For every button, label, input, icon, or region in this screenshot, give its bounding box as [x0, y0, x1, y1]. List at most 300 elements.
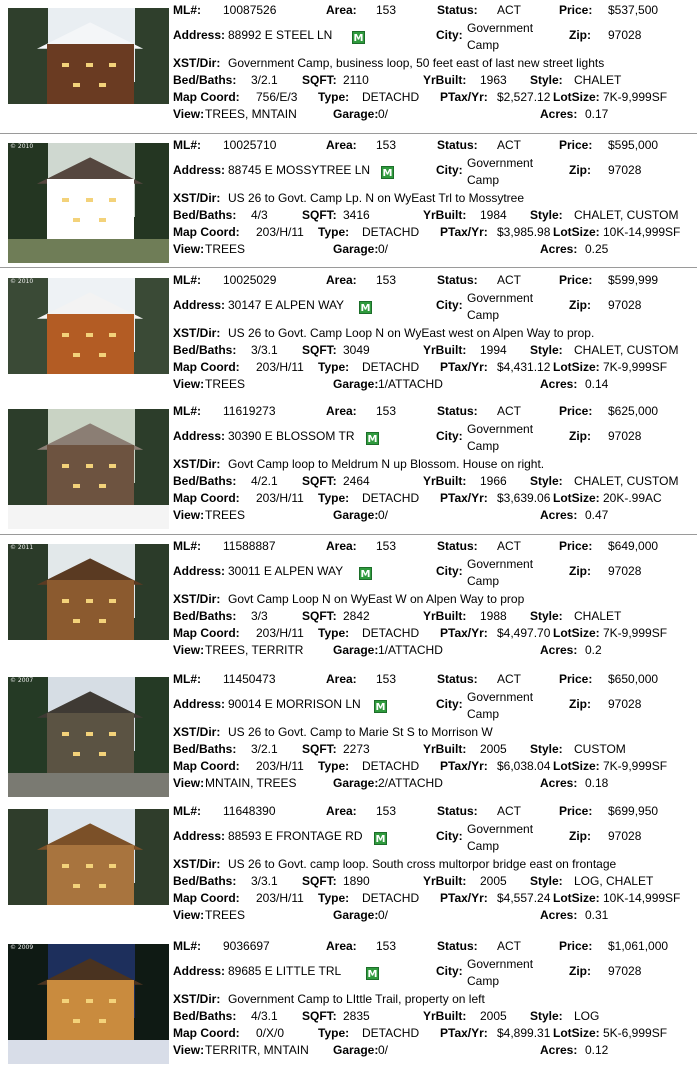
photo-ground: [8, 905, 169, 929]
city-label: City:: [436, 697, 463, 711]
year-built-value: 1984: [480, 208, 507, 222]
bedbath-label: Bed/Baths:: [173, 742, 237, 756]
status-label: Status:: [437, 672, 478, 686]
ml-label: ML#:: [173, 138, 201, 152]
listing-photo[interactable]: [8, 409, 169, 529]
type-label: Type:: [318, 1026, 350, 1040]
zip-label: Zip:: [569, 964, 591, 978]
view-value: TREES: [205, 908, 246, 922]
map-marker-icon[interactable]: M: [375, 702, 386, 713]
style-value: CUSTOM: [574, 742, 626, 756]
property-tax-value: $4,899.31: [497, 1026, 551, 1040]
map-coord-value: 203/H/11: [256, 360, 304, 374]
price-value: $1,061,000: [608, 939, 669, 953]
acres-label: Acres:: [540, 107, 578, 121]
address-link[interactable]: 88593 E FRONTAGE RD: [228, 829, 363, 843]
property-tax-value: $6,038.04: [497, 759, 551, 773]
photo-trees-left: [8, 944, 48, 1046]
price-label: Price:: [559, 273, 593, 287]
ml-number: 9036697: [223, 939, 270, 953]
acres-value: 0.25: [585, 242, 609, 256]
status-label: Status:: [437, 939, 478, 953]
area-value: 153: [376, 672, 397, 686]
property-tax-value: $3,639.06: [497, 491, 551, 505]
property-tax-value: $2,527.12: [497, 90, 551, 104]
yrbuilt-label: YrBuilt:: [423, 1009, 467, 1023]
map-marker-icon[interactable]: M: [360, 569, 371, 580]
map-coord-value: 203/H/11: [256, 225, 304, 239]
mapcoord-label: Map Coord:: [173, 360, 240, 374]
address-link[interactable]: 30011 E ALPEN WAY: [228, 564, 344, 578]
price-label: Price:: [559, 804, 593, 818]
year-built-value: 2005: [480, 874, 507, 888]
area-label: Area:: [326, 3, 357, 17]
sqft-label: SQFT:: [302, 742, 337, 756]
view-value: TREES: [205, 377, 246, 391]
map-coord-value: 203/H/11: [256, 891, 304, 905]
photo-trees-right: [135, 143, 169, 245]
xst-label: XST/Dir:: [173, 592, 221, 606]
type-value: DETACHD: [362, 1026, 420, 1040]
status-value: ACT: [497, 804, 521, 818]
yrbuilt-label: YrBuilt:: [423, 742, 467, 756]
price-label: Price:: [559, 3, 593, 17]
city-label: City:: [436, 564, 463, 578]
photo-trees-right: [135, 544, 169, 646]
zip-value: 97028: [608, 298, 642, 312]
lot-size-value: 7K-9,999SF: [603, 626, 668, 640]
bed-baths-value: 3/3: [251, 609, 268, 623]
photo-trees-left: [8, 409, 48, 511]
ml-number: 11648390: [223, 804, 276, 818]
yrbuilt-label: YrBuilt:: [423, 474, 467, 488]
acres-value: 0.47: [585, 508, 609, 522]
city-line-2: Camp: [467, 439, 500, 453]
status-value: ACT: [497, 539, 521, 553]
style-label: Style:: [530, 343, 563, 357]
acres-label: Acres:: [540, 908, 578, 922]
view-label: View:: [173, 107, 205, 121]
map-marker-icon[interactable]: M: [382, 168, 393, 179]
lotsize-label: LotSize:: [553, 759, 600, 773]
price-label: Price:: [559, 138, 593, 152]
photo-trees-right: [135, 809, 169, 911]
ml-number: 10025029: [223, 273, 277, 287]
view-label: View:: [173, 643, 205, 657]
bed-baths-value: 3/3.1: [251, 874, 278, 888]
view-label: View:: [173, 776, 205, 790]
cross-street-directions: US 26 to Govt. Camp to Marie St S to Morrison W: [228, 725, 493, 739]
ml-label: ML#:: [173, 539, 201, 553]
area-value: 153: [376, 404, 397, 418]
garage-label: Garage:: [333, 776, 379, 790]
style-value: LOG: [574, 1009, 600, 1023]
city-label: City:: [436, 829, 463, 843]
listing-divider: [0, 133, 697, 134]
listing-photo[interactable]: [8, 944, 169, 1064]
photo-trees-right: [135, 677, 169, 779]
yrbuilt-label: YrBuilt:: [423, 609, 467, 623]
city-line-2: Camp: [467, 38, 500, 52]
style-value: CHALET, CUSTOM: [574, 474, 679, 488]
ptax-label: PTax/Yr:: [440, 360, 488, 374]
acres-value: 0.31: [585, 908, 609, 922]
acres-label: Acres:: [540, 776, 578, 790]
year-built-value: 1963: [480, 73, 507, 87]
mapcoord-label: Map Coord:: [173, 491, 240, 505]
garage-value: 1/ATTACHD: [378, 377, 443, 391]
status-label: Status:: [437, 138, 478, 152]
zip-value: 97028: [608, 564, 642, 578]
photo-copyright: © 2009: [10, 944, 34, 951]
address-label: Address:: [173, 829, 226, 843]
yrbuilt-label: YrBuilt:: [423, 874, 467, 888]
sqft-label: SQFT:: [302, 609, 337, 623]
address-label: Address:: [173, 429, 226, 443]
area-label: Area:: [326, 539, 357, 553]
address-label: Address:: [173, 28, 226, 42]
lot-size-value: 20K-.99AC: [603, 491, 662, 505]
listing-photo[interactable]: [8, 278, 169, 398]
type-value: DETACHD: [362, 891, 420, 905]
sqft-value: 3049: [343, 343, 370, 357]
xst-label: XST/Dir:: [173, 56, 221, 70]
zip-label: Zip:: [569, 429, 591, 443]
sqft-label: SQFT:: [302, 208, 337, 222]
type-label: Type:: [318, 225, 350, 239]
bedbath-label: Bed/Baths:: [173, 1009, 237, 1023]
bed-baths-value: 4/3.1: [251, 1009, 278, 1023]
cross-street-directions: Government Camp, business loop, 50 feet east of last new street lights: [228, 56, 605, 70]
area-label: Area:: [326, 804, 357, 818]
mapcoord-label: Map Coord:: [173, 759, 240, 773]
map-marker-icon[interactable]: M: [367, 434, 378, 445]
garage-value: 0/: [378, 242, 389, 256]
photo-trees-right: [135, 409, 169, 511]
zip-label: Zip:: [569, 697, 591, 711]
cross-street-directions: US 26 to Govt. Camp Lp. N on WyEast Trl to Mossytree: [228, 191, 524, 205]
garage-value: 2/ATTACHD: [378, 776, 443, 790]
area-value: 153: [376, 939, 397, 953]
status-value: ACT: [497, 273, 521, 287]
city-value: [467, 290, 533, 324]
city-line-1: Government: [467, 557, 534, 571]
city-line-2: Camp: [467, 173, 500, 187]
garage-label: Garage:: [333, 242, 379, 256]
lotsize-label: LotSize:: [553, 1026, 600, 1040]
photo-copyright: © 2010: [10, 143, 34, 150]
acres-value: 0.17: [585, 107, 609, 121]
xst-label: XST/Dir:: [173, 457, 221, 471]
acres-label: Acres:: [540, 508, 578, 522]
mapcoord-label: Map Coord:: [173, 891, 240, 905]
city-line-2: Camp: [467, 839, 500, 853]
cross-street-directions: US 26 to Govt. Camp Loop N on WyEast west on Alpen Way to prop.: [228, 326, 595, 340]
year-built-value: 1966: [480, 474, 507, 488]
sqft-label: SQFT:: [302, 1009, 337, 1023]
lot-size-value: 7K-9,999SF: [603, 90, 668, 104]
status-label: Status:: [437, 804, 478, 818]
photo-house: [47, 580, 134, 642]
year-built-value: 2005: [480, 1009, 507, 1023]
bed-baths-value: 3/3.1: [251, 343, 278, 357]
price-value: $625,000: [608, 404, 659, 418]
lotsize-label: LotSize:: [553, 626, 600, 640]
photo-copyright: © 2010: [10, 278, 34, 285]
address-link[interactable]: 89685 E LITTLE TRL: [228, 964, 342, 978]
style-label: Style:: [530, 874, 563, 888]
bed-baths-value: 3/2.1: [251, 742, 278, 756]
city-value: [467, 421, 533, 455]
bedbath-label: Bed/Baths:: [173, 208, 237, 222]
style-value: LOG, CHALET: [574, 874, 654, 888]
status-value: ACT: [497, 672, 521, 686]
ptax-label: PTax/Yr:: [440, 225, 488, 239]
ml-label: ML#:: [173, 3, 201, 17]
photo-trees-left: [8, 8, 48, 110]
price-label: Price:: [559, 939, 593, 953]
zip-value: 97028: [608, 28, 642, 42]
area-label: Area:: [326, 939, 357, 953]
view-label: View:: [173, 1043, 205, 1057]
bed-baths-value: 4/2.1: [251, 474, 278, 488]
price-label: Price:: [559, 672, 593, 686]
zip-value: 97028: [608, 429, 642, 443]
listing-divider: [0, 267, 697, 268]
city-line-2: Camp: [467, 308, 500, 322]
bedbath-label: Bed/Baths:: [173, 343, 237, 357]
property-tax-value: $4,497.70: [497, 626, 551, 640]
zip-label: Zip:: [569, 163, 591, 177]
price-value: $699,950: [608, 804, 659, 818]
map-marker-icon[interactable]: M: [353, 33, 364, 44]
city-line-2: Camp: [467, 707, 500, 721]
area-value: 153: [376, 138, 397, 152]
address-link[interactable]: 88992 E STEEL LN: [228, 28, 333, 42]
bedbath-label: Bed/Baths:: [173, 609, 237, 623]
ptax-label: PTax/Yr:: [440, 1026, 488, 1040]
year-built-value: 1994: [480, 343, 507, 357]
address-label: Address:: [173, 564, 226, 578]
listing-photo[interactable]: [8, 677, 169, 797]
style-label: Style:: [530, 208, 563, 222]
style-value: CHALET, CUSTOM: [574, 208, 679, 222]
map-marker-icon[interactable]: M: [360, 303, 371, 314]
photo-ground: [8, 505, 169, 529]
type-value: DETACHD: [362, 626, 420, 640]
ml-number: 11588887: [223, 539, 276, 553]
city-label: City:: [436, 298, 463, 312]
sqft-value: 2110: [343, 73, 369, 87]
address-link[interactable]: 88745 E MOSSYTREE LN: [228, 163, 371, 177]
photo-trees-left: [8, 143, 48, 245]
address-label: Address:: [173, 964, 226, 978]
area-label: Area:: [326, 138, 357, 152]
zip-label: Zip:: [569, 28, 591, 42]
photo-trees-left: [8, 809, 48, 911]
photo-house: [47, 314, 134, 376]
style-label: Style:: [530, 474, 563, 488]
view-value: TREES, MNTAIN: [205, 107, 297, 121]
zip-value: 97028: [608, 964, 642, 978]
address-label: Address:: [173, 163, 226, 177]
listing-photo[interactable]: [8, 809, 169, 929]
cross-street-directions: Government Camp to LIttle Trail, property on left: [228, 992, 485, 1006]
sqft-label: SQFT:: [302, 874, 337, 888]
price-label: Price:: [559, 539, 593, 553]
garage-label: Garage:: [333, 377, 379, 391]
style-label: Style:: [530, 73, 563, 87]
xst-label: XST/Dir:: [173, 191, 221, 205]
view-value: TREES: [205, 508, 246, 522]
city-value: [467, 556, 533, 590]
ptax-label: PTax/Yr:: [440, 759, 488, 773]
type-value: DETACHD: [362, 90, 420, 104]
address-link[interactable]: 90014 E MORRISON LN: [228, 697, 361, 711]
lotsize-label: LotSize:: [553, 491, 600, 505]
lot-size-value: 10K-14,999SF: [603, 225, 681, 239]
city-label: City:: [436, 28, 463, 42]
city-value: [467, 956, 533, 990]
lotsize-label: LotSize:: [553, 225, 600, 239]
type-label: Type:: [318, 491, 350, 505]
xst-label: XST/Dir:: [173, 326, 221, 340]
listing-divider: [0, 534, 697, 535]
area-label: Area:: [326, 273, 357, 287]
lot-size-value: 7K-9,999SF: [603, 759, 668, 773]
garage-label: Garage:: [333, 1043, 379, 1057]
style-value: CHALET: [574, 609, 622, 623]
acres-label: Acres:: [540, 242, 578, 256]
bedbath-label: Bed/Baths:: [173, 474, 237, 488]
view-label: View:: [173, 377, 205, 391]
lotsize-label: LotSize:: [553, 90, 600, 104]
year-built-value: 1988: [480, 609, 507, 623]
ml-number: 11450473: [223, 672, 276, 686]
bed-baths-value: 3/2.1: [251, 73, 278, 87]
photo-trees-left: [8, 278, 48, 380]
price-label: Price:: [559, 404, 593, 418]
photo-house: [47, 980, 134, 1042]
type-label: Type:: [318, 90, 350, 104]
map-coord-value: 203/H/11: [256, 626, 304, 640]
listing-photo[interactable]: [8, 8, 169, 128]
photo-trees-right: [135, 8, 169, 110]
lotsize-label: LotSize:: [553, 891, 600, 905]
garage-label: Garage:: [333, 643, 379, 657]
sqft-label: SQFT:: [302, 474, 337, 488]
ptax-label: PTax/Yr:: [440, 891, 488, 905]
photo-trees-left: [8, 677, 48, 779]
acres-label: Acres:: [540, 377, 578, 391]
xst-label: XST/Dir:: [173, 857, 221, 871]
garage-label: Garage:: [333, 508, 379, 522]
city-label: City:: [436, 964, 463, 978]
mapcoord-label: Map Coord:: [173, 626, 240, 640]
garage-value: 0/: [378, 908, 389, 922]
map-coord-value: 203/H/11: [256, 759, 304, 773]
address-link[interactable]: 30390 E BLOSSOM TR: [228, 429, 355, 443]
city-label: City:: [436, 163, 463, 177]
lot-size-value: 10K-14,999SF: [603, 891, 681, 905]
bedbath-label: Bed/Baths:: [173, 73, 237, 87]
listing-photo[interactable]: [8, 544, 169, 664]
type-label: Type:: [318, 759, 350, 773]
city-line-1: Government: [467, 21, 534, 35]
map-marker-icon[interactable]: M: [367, 969, 378, 980]
type-value: DETACHD: [362, 759, 420, 773]
city-value: [467, 155, 533, 189]
year-built-value: 2005: [480, 742, 507, 756]
lot-size-value: 5K-6,999SF: [603, 1026, 668, 1040]
style-value: CHALET, CUSTOM: [574, 343, 679, 357]
ml-number: 10087526: [223, 3, 277, 17]
sqft-value: 3416: [343, 208, 370, 222]
price-value: $650,000: [608, 672, 659, 686]
cross-street-directions: US 26 to Govt. camp loop. South cross multorpor bridge east on frontage: [228, 857, 617, 871]
zip-value: 97028: [608, 697, 642, 711]
address-label: Address:: [173, 697, 226, 711]
property-tax-value: $3,985.98: [497, 225, 551, 239]
lotsize-label: LotSize:: [553, 360, 600, 374]
ptax-label: PTax/Yr:: [440, 90, 488, 104]
city-value: [467, 821, 533, 855]
ml-label: ML#:: [173, 672, 201, 686]
city-line-1: Government: [467, 422, 534, 436]
garage-label: Garage:: [333, 908, 379, 922]
sqft-value: 2273: [343, 742, 370, 756]
type-value: DETACHD: [362, 360, 420, 374]
view-label: View:: [173, 242, 205, 256]
sqft-value: 2842: [343, 609, 370, 623]
type-label: Type:: [318, 626, 350, 640]
garage-label: Garage:: [333, 107, 379, 121]
style-label: Style:: [530, 1009, 563, 1023]
mapcoord-label: Map Coord:: [173, 225, 240, 239]
acres-label: Acres:: [540, 643, 578, 657]
garage-value: 0/: [378, 107, 389, 121]
photo-copyright: © 2011: [10, 544, 34, 551]
garage-value: 1/ATTACHD: [378, 643, 443, 657]
price-value: $595,000: [608, 138, 659, 152]
sqft-label: SQFT:: [302, 73, 337, 87]
view-value: MNTAIN, TREES: [205, 776, 297, 790]
address-link[interactable]: 30147 E ALPEN WAY: [228, 298, 345, 312]
status-value: ACT: [497, 404, 521, 418]
map-coord-value: 756/E/3: [256, 90, 298, 104]
yrbuilt-label: YrBuilt:: [423, 73, 467, 87]
area-value: 153: [376, 539, 397, 553]
photo-ground: [8, 773, 169, 797]
sqft-value: 2464: [343, 474, 370, 488]
garage-value: 0/: [378, 508, 389, 522]
type-value: DETACHD: [362, 225, 420, 239]
photo-house: [47, 713, 134, 775]
listing-photo[interactable]: [8, 143, 169, 263]
map-marker-icon[interactable]: M: [375, 834, 386, 845]
status-value: ACT: [497, 3, 521, 17]
type-label: Type:: [318, 891, 350, 905]
city-line-1: Government: [467, 156, 534, 170]
yrbuilt-label: YrBuilt:: [423, 208, 467, 222]
mapcoord-label: Map Coord:: [173, 90, 240, 104]
style-label: Style:: [530, 742, 563, 756]
photo-trees-right: [135, 944, 169, 1046]
photo-trees-left: [8, 544, 48, 646]
ml-label: ML#:: [173, 273, 201, 287]
ml-number: 11619273: [223, 404, 276, 418]
photo-ground: [8, 1040, 169, 1064]
